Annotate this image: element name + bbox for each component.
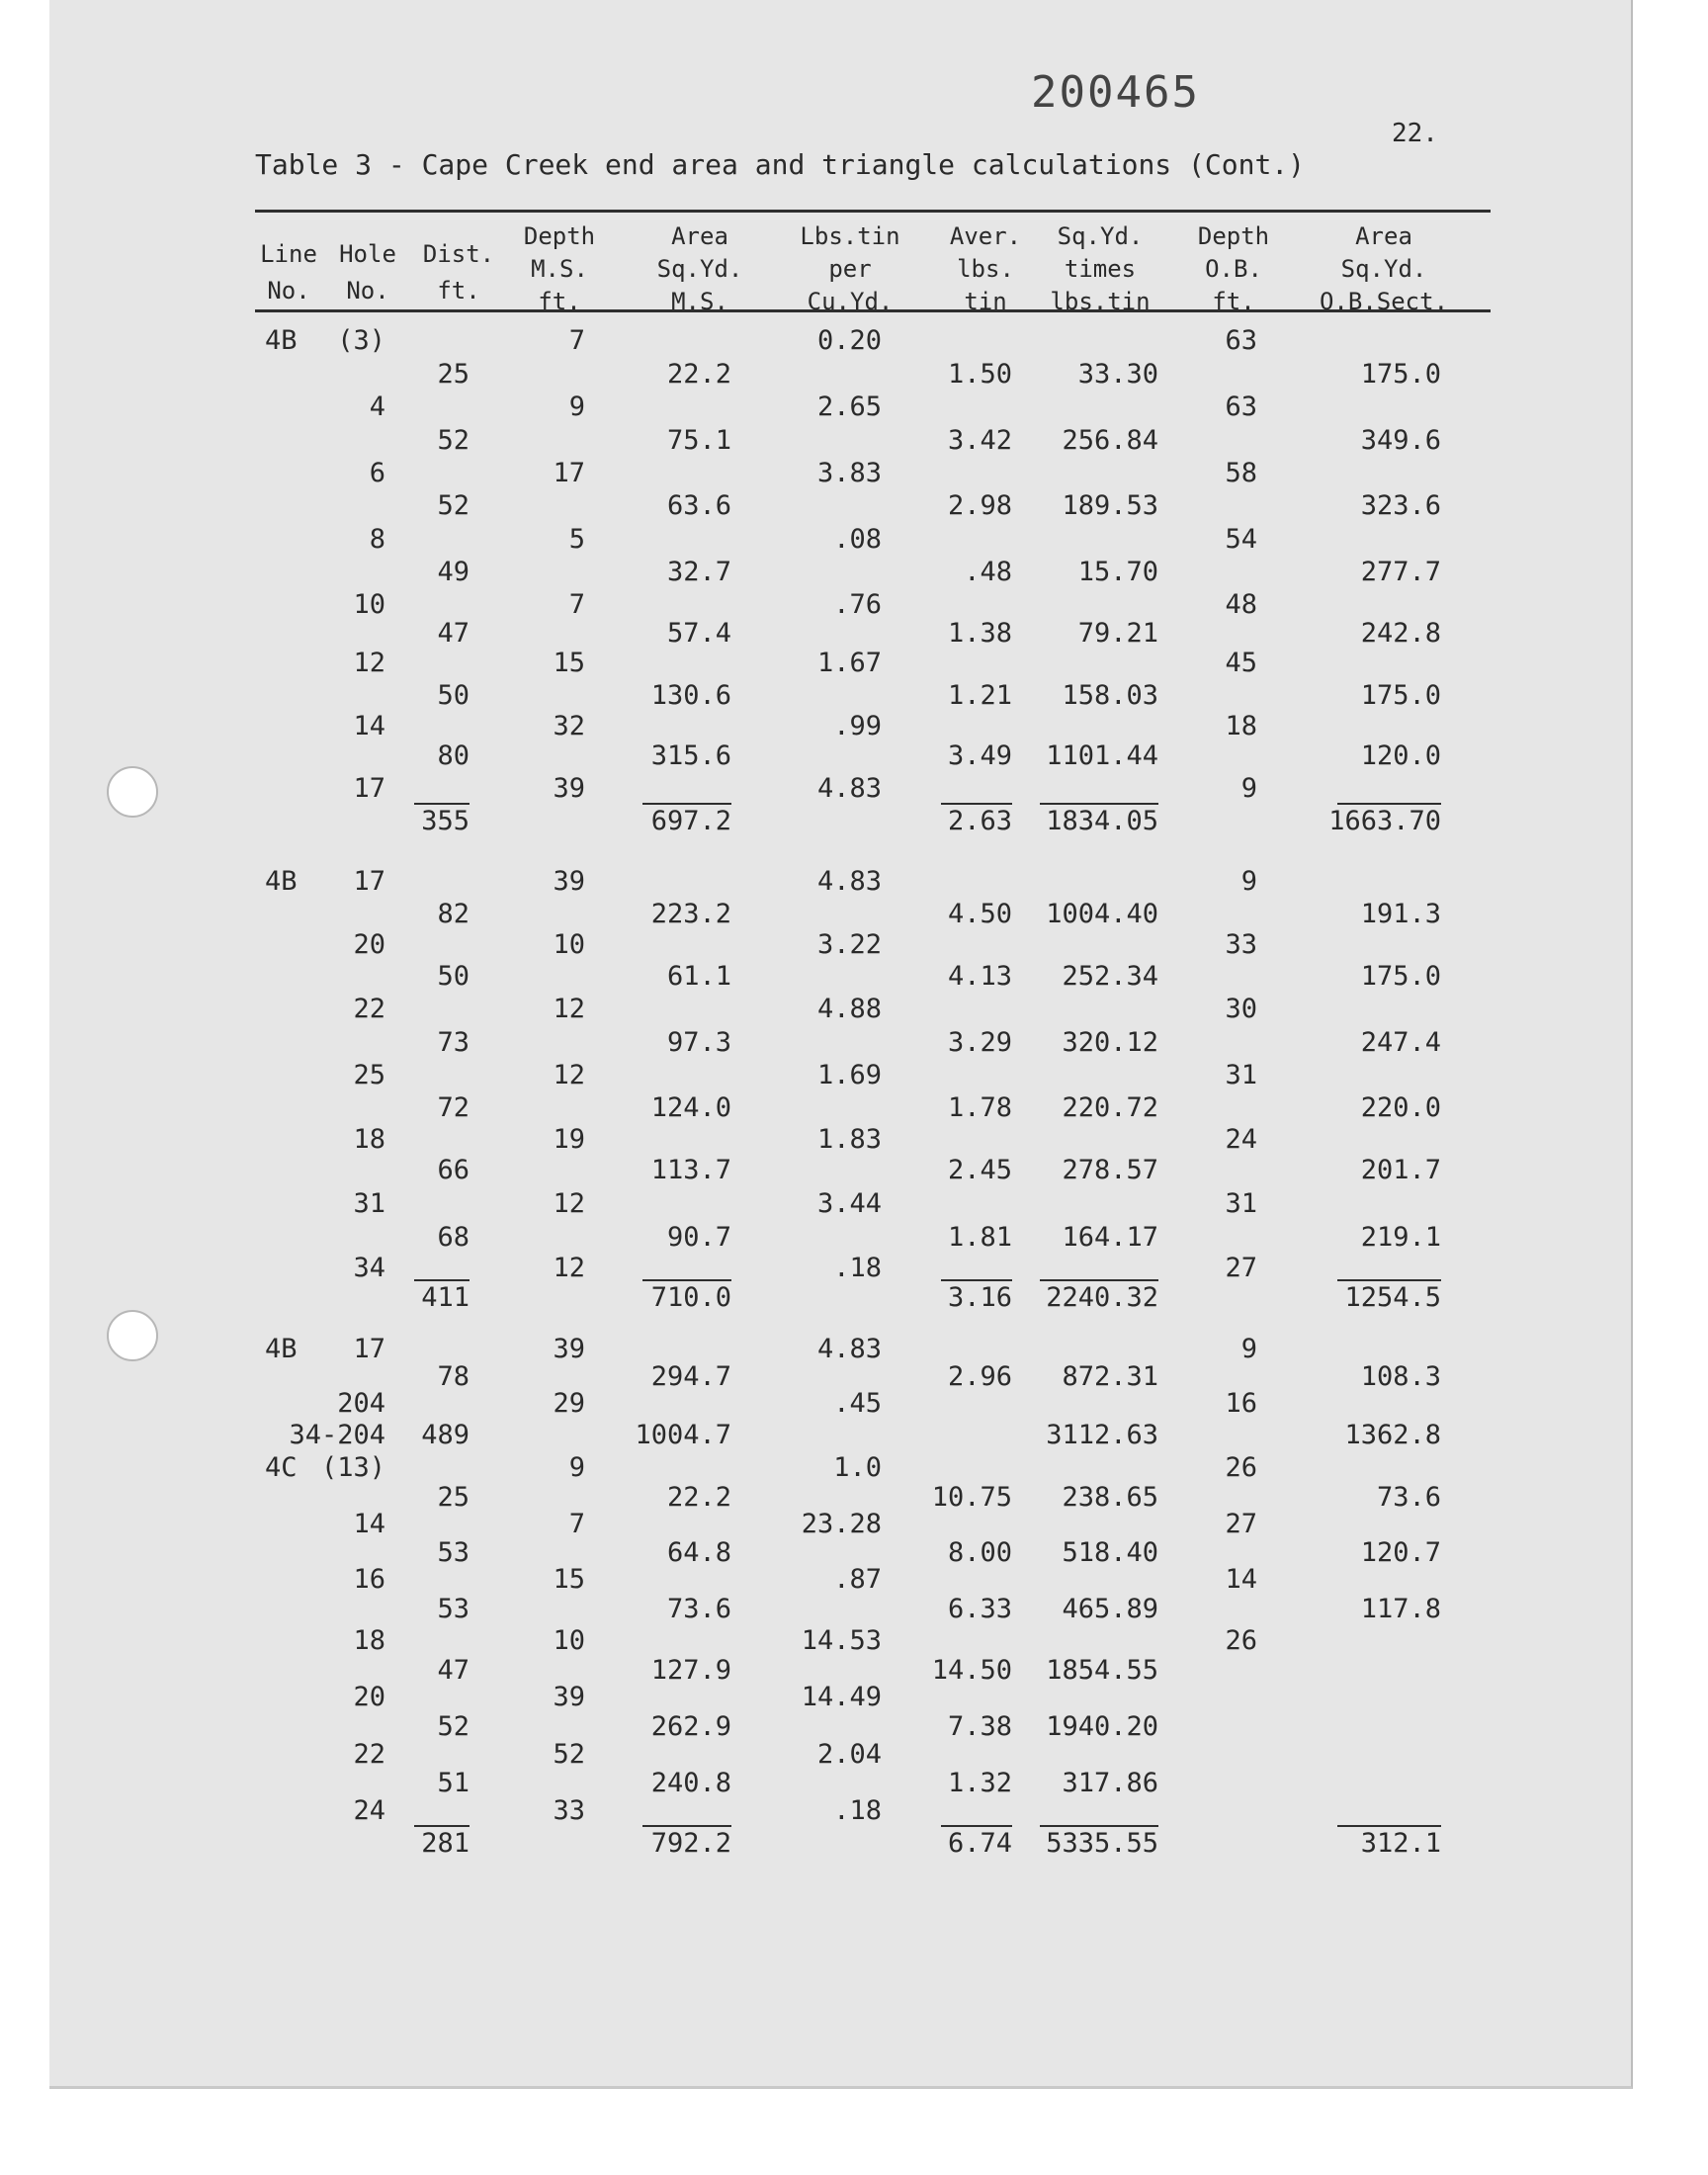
- table-cell-aver: 3.49: [947, 740, 1012, 771]
- table-cell-sqyd: 2240.32: [1046, 1282, 1158, 1313]
- column-header-area-line-1: Sq.Yd.: [656, 255, 743, 283]
- table-cell-obarea: 1362.8: [1344, 1420, 1441, 1450]
- table-cell-hole: (3): [337, 325, 385, 356]
- table-cell-hole: 10: [353, 589, 385, 620]
- table-cell-area: 32.7: [666, 557, 731, 587]
- table-cell-aver: 3.16: [947, 1282, 1012, 1313]
- table-cell-lbs: .18: [833, 1795, 882, 1826]
- table-cell-aver: 2.96: [947, 1361, 1012, 1392]
- table-cell-lbs: 3.44: [816, 1188, 882, 1219]
- table-cell-dist: 78: [437, 1361, 470, 1392]
- table-cell-dist: 49: [437, 557, 470, 587]
- table-cell-lbs: 14.49: [801, 1682, 882, 1712]
- table-cell-lbs: .45: [833, 1388, 882, 1419]
- table-cell-dist: 73: [437, 1027, 470, 1058]
- table-cell-aver: .48: [964, 557, 1012, 587]
- table-cell-sqyd: 1854.55: [1046, 1655, 1158, 1686]
- table-cell-dist: 411: [421, 1282, 470, 1313]
- table-cell-obarea: 175.0: [1360, 359, 1441, 390]
- table-cell-aver: 1.38: [947, 618, 1012, 649]
- table-cell-hole: 22: [353, 1739, 385, 1770]
- table-cell-area: 90.7: [666, 1222, 731, 1253]
- total-underline-obarea: [1337, 803, 1441, 805]
- table-cell-aver: 14.50: [931, 1655, 1012, 1686]
- table-cell-dist: 82: [437, 899, 470, 929]
- table-cell-ob: 54: [1225, 524, 1257, 555]
- column-header-dist-line-1: ft.: [437, 277, 480, 304]
- table-cell-obarea: 120.0: [1360, 740, 1441, 771]
- table-cell-obarea: 323.6: [1360, 490, 1441, 521]
- table-cell-area: 294.7: [650, 1361, 731, 1392]
- table-cell-obarea: 247.4: [1360, 1027, 1441, 1058]
- column-header-sqyd-line-1: times: [1064, 255, 1137, 283]
- table-cell-sqyd: 872.31: [1062, 1361, 1158, 1392]
- table-cell-hole: 25: [353, 1060, 385, 1090]
- binder-hole-bottom: [107, 1310, 158, 1361]
- table-cell-hole: 24: [353, 1795, 385, 1826]
- table-cell-depth: 17: [553, 458, 585, 488]
- table-cell-area: 22.2: [666, 359, 731, 390]
- table-cell-sqyd: 256.84: [1062, 425, 1158, 456]
- table-cell-depth: 10: [553, 1625, 585, 1656]
- table-cell-aver: 4.13: [947, 961, 1012, 992]
- table-cell-line: 4B: [265, 866, 298, 897]
- table-cell-aver: 8.00: [947, 1537, 1012, 1568]
- table-cell-obarea: 242.8: [1360, 618, 1441, 649]
- table-cell-depth: 12: [553, 1060, 585, 1090]
- column-header-aver-line-1: lbs.: [957, 255, 1014, 283]
- table-cell-area: 64.8: [666, 1537, 731, 1568]
- table-cell-hole: 16: [353, 1564, 385, 1595]
- table-cell-ob: 63: [1225, 392, 1257, 422]
- column-header-sqyd-line-2: lbs.tin: [1050, 288, 1151, 315]
- table-cell-depth: 52: [553, 1739, 585, 1770]
- total-underline-sqyd: [1040, 1825, 1158, 1827]
- table-cell-aver: 1.50: [947, 359, 1012, 390]
- table-cell-lbs: 3.83: [816, 458, 882, 488]
- table-cell-ob: 45: [1225, 648, 1257, 678]
- table-cell-aver: 2.98: [947, 490, 1012, 521]
- table-cell-obarea: 219.1: [1360, 1222, 1441, 1253]
- table-cell-sqyd: 320.12: [1062, 1027, 1158, 1058]
- table-cell-ob: 58: [1225, 458, 1257, 488]
- table-cell-sqyd: 1004.40: [1046, 899, 1158, 929]
- table-cell-dist: 47: [437, 1655, 470, 1686]
- table-cell-dist: 281: [421, 1828, 470, 1859]
- table-cell-ob: 26: [1225, 1625, 1257, 1656]
- table-cell-depth: 12: [553, 994, 585, 1024]
- table-cell-lbs: .99: [833, 711, 882, 741]
- table-cell-obarea: 1663.70: [1328, 806, 1441, 836]
- column-header-area-line-0: Area: [671, 222, 728, 250]
- column-header-depth-line-2: ft.: [538, 288, 581, 315]
- table-cell-area: 262.9: [650, 1711, 731, 1742]
- table-cell-hole: 204: [337, 1388, 385, 1419]
- table-cell-area: 73.6: [666, 1594, 731, 1624]
- table-cell-depth: 12: [553, 1253, 585, 1283]
- table-cell-ob: 30: [1225, 994, 1257, 1024]
- table-cell-dist: 68: [437, 1222, 470, 1253]
- table-cell-hole: 17: [353, 1334, 385, 1364]
- table-cell-aver: 7.38: [947, 1711, 1012, 1742]
- table-cell-hole: 17: [353, 773, 385, 804]
- column-header-dist-line-0: Dist.: [422, 240, 495, 268]
- table-cell-sqyd: 317.86: [1062, 1768, 1158, 1798]
- table-cell-hole: 8: [369, 524, 385, 555]
- table-cell-sqyd: 33.30: [1077, 359, 1158, 390]
- table-cell-area: 130.6: [650, 680, 731, 711]
- table-cell-aver: 2.45: [947, 1155, 1012, 1185]
- table-cell-ob: 33: [1225, 929, 1257, 960]
- table-cell-lbs: .76: [833, 589, 882, 620]
- table-cell-lbs: 1.67: [816, 648, 882, 678]
- total-underline-obarea: [1337, 1279, 1441, 1281]
- table-cell-depth: 39: [553, 866, 585, 897]
- column-header-obarea-line-1: Sq.Yd.: [1340, 255, 1427, 283]
- column-header-hole-line-0: Hole: [339, 240, 396, 268]
- table-cell-depth: 39: [553, 1334, 585, 1364]
- total-underline-aver: [941, 1279, 1012, 1281]
- table-cell-lbs: 4.83: [816, 773, 882, 804]
- table-cell-hole: 12: [353, 648, 385, 678]
- table-cell-aver: 2.63: [947, 806, 1012, 836]
- table-cell-sqyd: 164.17: [1062, 1222, 1158, 1253]
- table-cell-hole: 20: [353, 1682, 385, 1712]
- table-cell-depth: 5: [568, 524, 585, 555]
- column-header-depth-line-0: Depth: [523, 222, 596, 250]
- table-cell-obarea: 175.0: [1360, 961, 1441, 992]
- table-cell-area: 124.0: [650, 1092, 731, 1123]
- table-cell-depth: 33: [553, 1795, 585, 1826]
- table-cell-aver: 4.50: [947, 899, 1012, 929]
- table-cell-hole: 17: [353, 866, 385, 897]
- table-cell-hole: 34: [353, 1253, 385, 1283]
- table-cell-aver: 1.32: [947, 1768, 1012, 1798]
- table-cell-obarea: 120.7: [1360, 1537, 1441, 1568]
- column-header-ob-line-1: O.B.: [1205, 255, 1262, 283]
- table-cell-depth: 39: [553, 773, 585, 804]
- table-cell-ob: 26: [1225, 1452, 1257, 1483]
- table-cell-lbs: 2.65: [816, 392, 882, 422]
- table-cell-sqyd: 5335.55: [1046, 1828, 1158, 1859]
- table-cell-aver: 6.33: [947, 1594, 1012, 1624]
- table-cell-depth: 7: [568, 589, 585, 620]
- table-cell-depth: 10: [553, 929, 585, 960]
- table-cell-sqyd: 1940.20: [1046, 1711, 1158, 1742]
- table-cell-depth: 9: [568, 1452, 585, 1483]
- table-cell-obarea: 277.7: [1360, 557, 1441, 587]
- table-cell-dist: 80: [437, 740, 470, 771]
- table-cell-dist: 53: [437, 1537, 470, 1568]
- table-cell-ob: 9: [1240, 1334, 1257, 1364]
- table-cell-dist: 52: [437, 490, 470, 521]
- table-cell-dist: 52: [437, 1711, 470, 1742]
- table-cell-ob: 16: [1225, 1388, 1257, 1419]
- table-cell-hole: 34-204: [289, 1420, 385, 1450]
- table-cell-dist: 51: [437, 1768, 470, 1798]
- table-cell-dist: 53: [437, 1594, 470, 1624]
- table-cell-depth: 7: [568, 325, 585, 356]
- table-cell-ob: 18: [1225, 711, 1257, 741]
- table-cell-area: 223.2: [650, 899, 731, 929]
- table-cell-dist: 50: [437, 680, 470, 711]
- table-cell-area: 127.9: [650, 1655, 731, 1686]
- table-cell-area: 315.6: [650, 740, 731, 771]
- table-cell-depth: 32: [553, 711, 585, 741]
- table-cell-depth: 9: [568, 392, 585, 422]
- table-cell-lbs: .18: [833, 1253, 882, 1283]
- table-cell-area: 57.4: [666, 618, 731, 649]
- table-cell-sqyd: 1834.05: [1046, 806, 1158, 836]
- table-cell-ob: 14: [1225, 1564, 1257, 1595]
- table-cell-dist: 25: [437, 359, 470, 390]
- header-top-rule: [255, 210, 1491, 213]
- table-cell-line: 4C: [265, 1452, 298, 1483]
- total-underline-sqyd: [1040, 803, 1158, 805]
- table-cell-sqyd: 465.89: [1062, 1594, 1158, 1624]
- table-cell-area: 97.3: [666, 1027, 731, 1058]
- column-header-area-line-2: M.S.: [671, 288, 728, 315]
- column-header-aver-line-0: Aver.: [949, 222, 1022, 250]
- table-cell-aver: 1.78: [947, 1092, 1012, 1123]
- table-cell-sqyd: 79.21: [1077, 618, 1158, 649]
- column-header-ob-line-0: Depth: [1197, 222, 1270, 250]
- table-cell-area: 710.0: [650, 1282, 731, 1313]
- table-cell-ob: 31: [1225, 1188, 1257, 1219]
- table-cell-sqyd: 252.34: [1062, 961, 1158, 992]
- table-cell-area: 113.7: [650, 1155, 731, 1185]
- document-number: 200465: [1031, 67, 1200, 118]
- table-cell-area: 697.2: [650, 806, 731, 836]
- table-cell-hole: 22: [353, 994, 385, 1024]
- table-cell-depth: 7: [568, 1509, 585, 1539]
- table-cell-sqyd: 158.03: [1062, 680, 1158, 711]
- total-underline-area: [642, 803, 731, 805]
- table-cell-aver: 6.74: [947, 1828, 1012, 1859]
- table-cell-obarea: 349.6: [1360, 425, 1441, 456]
- table-cell-aver: 1.81: [947, 1222, 1012, 1253]
- table-cell-obarea: 191.3: [1360, 899, 1441, 929]
- table-cell-ob: 9: [1240, 866, 1257, 897]
- table-cell-obarea: 108.3: [1360, 1361, 1441, 1392]
- table-cell-dist: 355: [421, 806, 470, 836]
- table-cell-dist: 52: [437, 425, 470, 456]
- table-cell-area: 792.2: [650, 1828, 731, 1859]
- table-cell-aver: 10.75: [931, 1482, 1012, 1513]
- table-cell-area: 1004.7: [635, 1420, 731, 1450]
- column-header-obarea-line-2: O.B.Sect.: [1319, 288, 1449, 315]
- table-cell-hole: 6: [369, 458, 385, 488]
- total-underline-obarea: [1337, 1825, 1441, 1827]
- table-cell-lbs: .08: [833, 524, 882, 555]
- table-cell-hole: 14: [353, 711, 385, 741]
- table-cell-obarea: 1254.5: [1344, 1282, 1441, 1313]
- table-cell-sqyd: 189.53: [1062, 490, 1158, 521]
- binder-hole-top: [107, 766, 158, 818]
- table-cell-dist: 47: [437, 618, 470, 649]
- column-header-obarea-line-0: Area: [1355, 222, 1412, 250]
- table-cell-sqyd: 1101.44: [1046, 740, 1158, 771]
- table-cell-ob: 9: [1240, 773, 1257, 804]
- table-cell-depth: 12: [553, 1188, 585, 1219]
- total-underline-dist: [414, 803, 470, 805]
- table-cell-aver: 3.29: [947, 1027, 1012, 1058]
- column-header-sqyd-line-0: Sq.Yd.: [1057, 222, 1144, 250]
- table-cell-depth: 39: [553, 1682, 585, 1712]
- table-cell-ob: 48: [1225, 589, 1257, 620]
- table-cell-lbs: 4.83: [816, 1334, 882, 1364]
- table-cell-hole: 18: [353, 1124, 385, 1155]
- table-cell-dist: 72: [437, 1092, 470, 1123]
- table-cell-lbs: 1.69: [816, 1060, 882, 1090]
- table-cell-ob: 63: [1225, 325, 1257, 356]
- total-underline-area: [642, 1279, 731, 1281]
- column-header-depth-line-1: M.S.: [531, 255, 588, 283]
- table-cell-aver: 3.42: [947, 425, 1012, 456]
- table-cell-obarea: 312.1: [1360, 1828, 1441, 1859]
- column-header-hole-line-1: No.: [346, 277, 389, 304]
- table-cell-sqyd: 3112.63: [1046, 1420, 1158, 1450]
- total-underline-dist: [414, 1279, 470, 1281]
- total-underline-area: [642, 1825, 731, 1827]
- table-cell-sqyd: 238.65: [1062, 1482, 1158, 1513]
- table-cell-lbs: 1.83: [816, 1124, 882, 1155]
- table-cell-sqyd: 278.57: [1062, 1155, 1158, 1185]
- table-cell-hole: (13): [320, 1452, 385, 1483]
- page-number: 22.: [1392, 119, 1438, 148]
- table-title: Table 3 - Cape Creek end area and triangle calculations (Cont.): [255, 148, 1306, 181]
- table-cell-lbs: 4.83: [816, 866, 882, 897]
- table-cell-obarea: 220.0: [1360, 1092, 1441, 1123]
- table-cell-hole: 18: [353, 1625, 385, 1656]
- table-cell-hole: 31: [353, 1188, 385, 1219]
- table-cell-aver: 1.21: [947, 680, 1012, 711]
- table-cell-area: 61.1: [666, 961, 731, 992]
- table-cell-lbs: 23.28: [801, 1509, 882, 1539]
- table-cell-sqyd: 15.70: [1077, 557, 1158, 587]
- column-header-ob-line-2: ft.: [1212, 288, 1255, 315]
- table-cell-hole: 20: [353, 929, 385, 960]
- column-header-aver-line-2: tin: [964, 288, 1007, 315]
- table-cell-lbs: 2.04: [816, 1739, 882, 1770]
- table-cell-lbs: .87: [833, 1564, 882, 1595]
- table-cell-depth: 15: [553, 648, 585, 678]
- column-header-line-line-1: No.: [267, 277, 310, 304]
- table-cell-area: 22.2: [666, 1482, 731, 1513]
- table-cell-depth: 15: [553, 1564, 585, 1595]
- table-cell-ob: 27: [1225, 1509, 1257, 1539]
- total-underline-sqyd: [1040, 1279, 1158, 1281]
- total-underline-aver: [941, 803, 1012, 805]
- table-cell-line: 4B: [265, 1334, 298, 1364]
- table-cell-dist: 25: [437, 1482, 470, 1513]
- table-cell-depth: 29: [553, 1388, 585, 1419]
- column-header-lbs-line-2: Cu.Yd.: [807, 288, 894, 315]
- total-underline-dist: [414, 1825, 470, 1827]
- column-header-line-line-0: Line: [260, 240, 317, 268]
- table-cell-dist: 66: [437, 1155, 470, 1185]
- table-cell-ob: 24: [1225, 1124, 1257, 1155]
- table-cell-lbs: 1.0: [833, 1452, 882, 1483]
- table-cell-lbs: 14.53: [801, 1625, 882, 1656]
- table-cell-dist: 50: [437, 961, 470, 992]
- table-cell-lbs: 4.88: [816, 994, 882, 1024]
- table-cell-hole: 14: [353, 1509, 385, 1539]
- table-cell-hole: 4: [369, 392, 385, 422]
- table-cell-dist: 489: [421, 1420, 470, 1450]
- table-cell-lbs: 0.20: [816, 325, 882, 356]
- table-cell-obarea: 201.7: [1360, 1155, 1441, 1185]
- table-cell-sqyd: 518.40: [1062, 1537, 1158, 1568]
- table-cell-area: 240.8: [650, 1768, 731, 1798]
- table-cell-area: 63.6: [666, 490, 731, 521]
- table-cell-depth: 19: [553, 1124, 585, 1155]
- column-header-lbs-line-0: Lbs.tin: [800, 222, 900, 250]
- total-underline-aver: [941, 1825, 1012, 1827]
- table-cell-obarea: 175.0: [1360, 680, 1441, 711]
- table-cell-obarea: 117.8: [1360, 1594, 1441, 1624]
- table-cell-lbs: 3.22: [816, 929, 882, 960]
- table-cell-sqyd: 220.72: [1062, 1092, 1158, 1123]
- table-cell-obarea: 73.6: [1376, 1482, 1441, 1513]
- table-cell-area: 75.1: [666, 425, 731, 456]
- column-header-lbs-line-1: per: [828, 255, 872, 283]
- table-cell-line: 4B: [265, 325, 298, 356]
- table-cell-ob: 31: [1225, 1060, 1257, 1090]
- table-cell-ob: 27: [1225, 1253, 1257, 1283]
